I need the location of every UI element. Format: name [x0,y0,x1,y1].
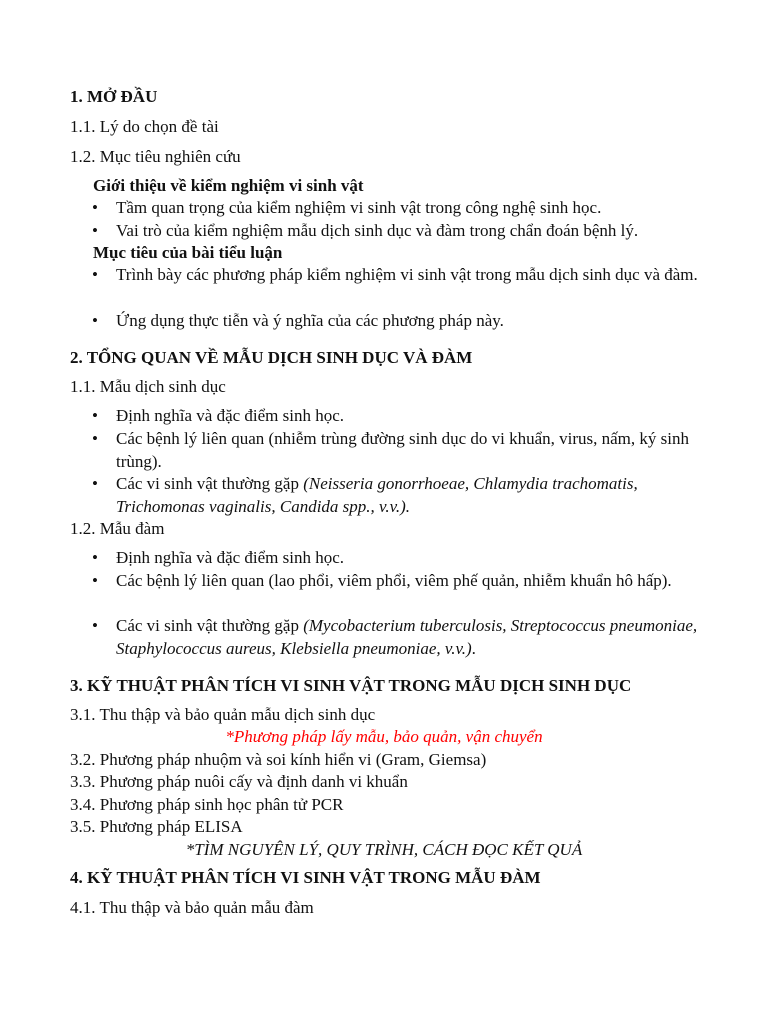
section-4-heading: 4. KỸ THUẬT PHÂN TÍCH VI SINH VẬT TRONG MẪU ĐÀM [70,868,541,887]
subsection-3-4: 3.4. Phương pháp sinh học phân tử PCR [70,795,344,814]
red-note: *Phương pháp lấy mẫu, bảo quản, vận chuyển [225,727,543,746]
bullet-text: Các vi sinh vật thường gặp [116,474,304,493]
intro-subheading: Giới thiệu về kiểm nghiệm vi sinh vật [93,176,364,195]
bullet-item: • Các bệnh lý liên quan (lao phổi, viêm phổi, viêm phế quản, nhiễm khuẩn hô hấp). [116,570,706,593]
bullet-item: • Tầm quan trọng của kiểm nghiệm vi sinh vật trong công nghệ sinh học. [116,197,706,220]
organism-list: (Mycobacterium tuberculosis, Streptococcus pneumoniae, Staphylococcus aureus, Klebsiella pneumoniae, v.v.) [116,616,698,658]
subsection-3-3: 3.3. Phương pháp nuôi cấy và định danh vi khuẩn [70,772,408,791]
section-1-heading: 1. MỞ ĐẦU [70,87,158,106]
bullet-item: • Trình bày các phương pháp kiểm nghiệm vi sinh vật trong mẫu dịch sinh dục và đàm. [116,264,706,287]
instruction-note: *TÌM NGUYÊN LÝ, QUY TRÌNH, CÁCH ĐỌC KẾT QUẢ [185,840,583,859]
bullet-text: Các vi sinh vật thường gặp [116,616,304,635]
bullet-item: • Vai trò của kiểm nghiệm mẫu dịch sinh dục và đàm trong chẩn đoán bệnh lý. [116,220,706,243]
subsection-1-2: 1.2. Mục tiêu nghiên cứu [70,147,241,166]
subsection-4-1: 4.1. Thu thập và bảo quản mẫu đàm [70,898,314,917]
subsection-1-1: 1.1. Lý do chọn đề tài [70,117,219,136]
bullet-item: • Các bệnh lý liên quan (nhiễm trùng đường sinh dục do vi khuẩn, virus, nấm, ký sinh trùng). [116,428,706,473]
organism-list: (Neisseria gonorrhoeae, Chlamydia trachomatis, Trichomonas vaginalis, Candida spp., v.v.). [116,474,638,516]
bullet-item [116,473,706,518]
bullet-suffix: . [471,638,476,658]
subsection-3-2: 3.2. Phương pháp nhuộm và soi kính hiển vi (Gram, Giemsa) [70,750,487,769]
section-3-heading: 3. KỸ THUẬT PHÂN TÍCH VI SINH VẬT TRONG MẪU DỊCH SINH DỤC [70,676,632,695]
subsection-2-2: 1.2. Mẫu đàm [70,519,165,538]
bullet-item: • Ứng dụng thực tiễn và ý nghĩa của các phương pháp này. [116,310,706,333]
subsection-3-1: 3.1. Thu thập và bảo quản mẫu dịch sinh dục [70,705,376,724]
subsection-2-1: 1.1. Mẫu dịch sinh dục [70,377,226,396]
subsection-3-5: 3.5. Phương pháp ELISA [70,817,243,836]
bullet-item: • Định nghĩa và đặc điểm sinh học. [116,405,706,428]
bullet-item: • Định nghĩa và đặc điểm sinh học. [116,547,706,570]
bullet-item [116,615,706,660]
section-2-heading: 2. TỔNG QUAN VỀ MẪU DỊCH SINH DỤC VÀ ĐÀM [70,348,473,367]
goal-subheading: Mục tiêu của bài tiểu luận [93,243,283,262]
